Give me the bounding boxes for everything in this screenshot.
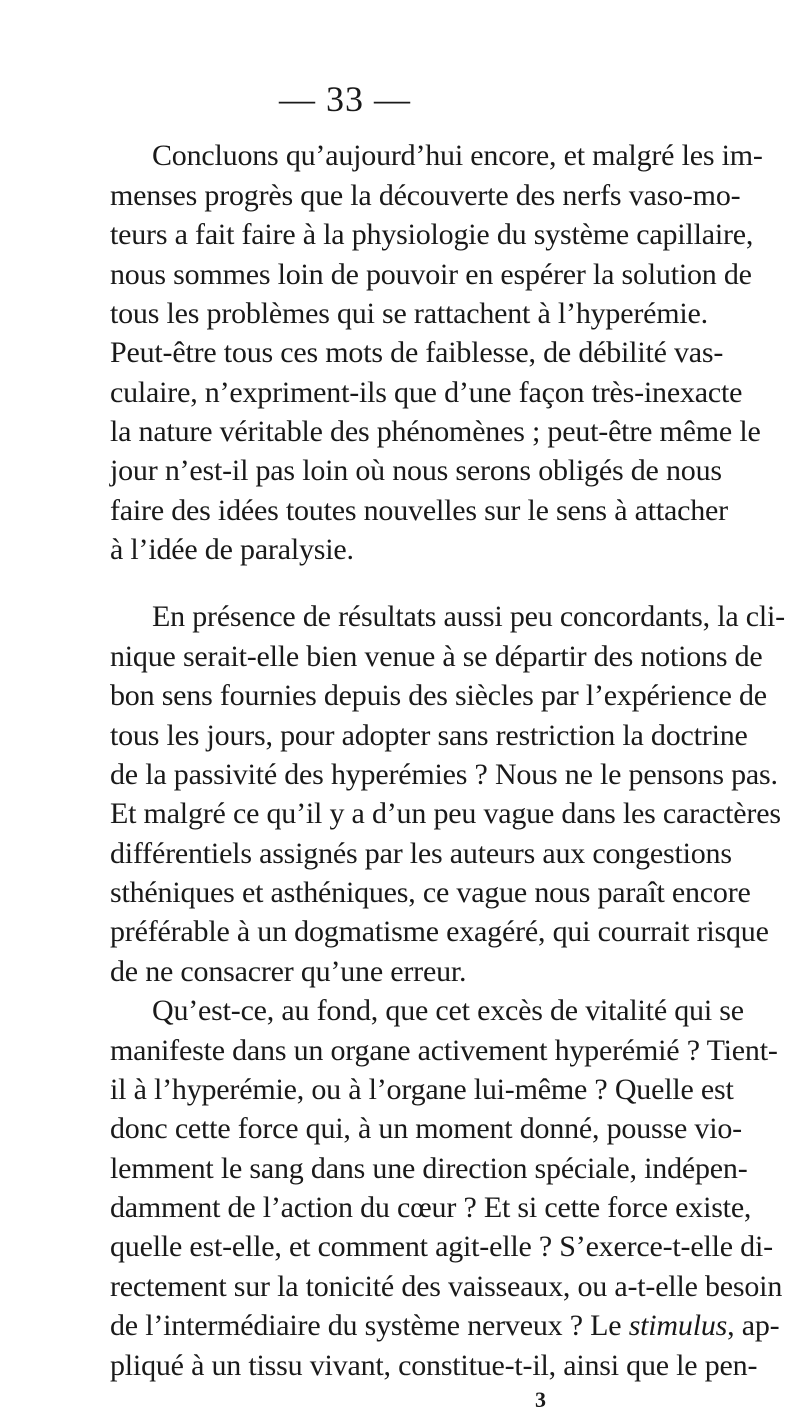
text-line: En présence de résultats aussi peu concordants, la cli- [152,600,785,633]
text-line: préférable à un dogmatisme exagéré, qui courrait risque [110,915,769,948]
text-line: tous les problèmes qui se rattachent à l’hyperémie. [110,297,708,330]
text-line: quelle est-elle, et comment agit-elle ? S’exerce-t-elle di- [110,1230,773,1263]
text-line: sthéniques et asthéniques, ce vague nous paraît encore [110,876,751,909]
text-line: bon sens fournies depuis des siècles par l’expérience de [110,679,767,712]
text-line: à l’idée de paralysie. [110,533,354,566]
text-line: teurs a fait faire à la physiologie du système capillaire, [110,218,754,251]
text-line: rectement sur la tonicité des vaisseaux, ou a-t-elle besoin [110,1270,783,1303]
text-line: il à l’hyperémie, ou à l’organe lui-même ? Quelle est [110,1073,734,1106]
text-line: la nature véritable des phénomènes ; peut-être même le [110,415,761,448]
text-line: manifeste dans un organe activement hyperémié ? Tient- [110,1034,778,1067]
text-line: Qu’est-ce, au fond, que cet excès de vitalité qui se [152,994,744,1027]
text-line: pliqué à un tissu vivant, constitue-t-il, ainsi que le pen- [110,1349,758,1382]
italic-word: stimulus [628,1309,728,1342]
text-span: , ap- [727,1309,780,1342]
text-line [110,1306,780,1346]
text-line: damment de l’action du cœur ? Et si cette force existe, [110,1191,752,1224]
text-line: lemment le sang dans une direction spéciale, indépen- [110,1152,748,1185]
text-line: Concluons qu’aujourd’hui encore, et malgré les im- [152,139,763,172]
signature-mark: 3 [535,1387,546,1412]
text-line: Et malgré ce qu’il y a d’un peu vague dans les caractères [110,797,781,830]
text-line: de la passivité des hyperémies ? Nous ne le pensons pas. [110,758,778,791]
text-line: Peut-être tous ces mots de faiblesse, de débilité vas- [110,336,724,369]
text-line: différentiels assignés par les auteurs aux congestions [110,837,732,870]
text-line: menses progrès que la découverte des nerfs vaso-mo- [110,179,741,212]
text-line: faire des idées toutes nouvelles sur le sens à attacher [110,494,728,527]
page-number: — 33 — [279,79,411,119]
text-line: nous sommes loin de pouvoir en espérer la solution de [110,258,752,291]
text-line: jour n’est-il pas loin où nous serons obligés de nous [110,454,722,487]
text-line: tous les jours, pour adopter sans restriction la doctrine [110,719,748,752]
text-line: nique serait-elle bien venue à se départir des notions de [110,640,763,673]
text-line: donc cette force qui, à un moment donné, pousse vio- [110,1112,742,1145]
text-line: culaire, n’expriment-ils que d’une façon très-inexacte [110,376,743,409]
text-span: de l’intermédiaire du système nerveux ? Le [110,1309,629,1342]
text-line: de ne consacrer qu’une erreur. [110,955,467,988]
